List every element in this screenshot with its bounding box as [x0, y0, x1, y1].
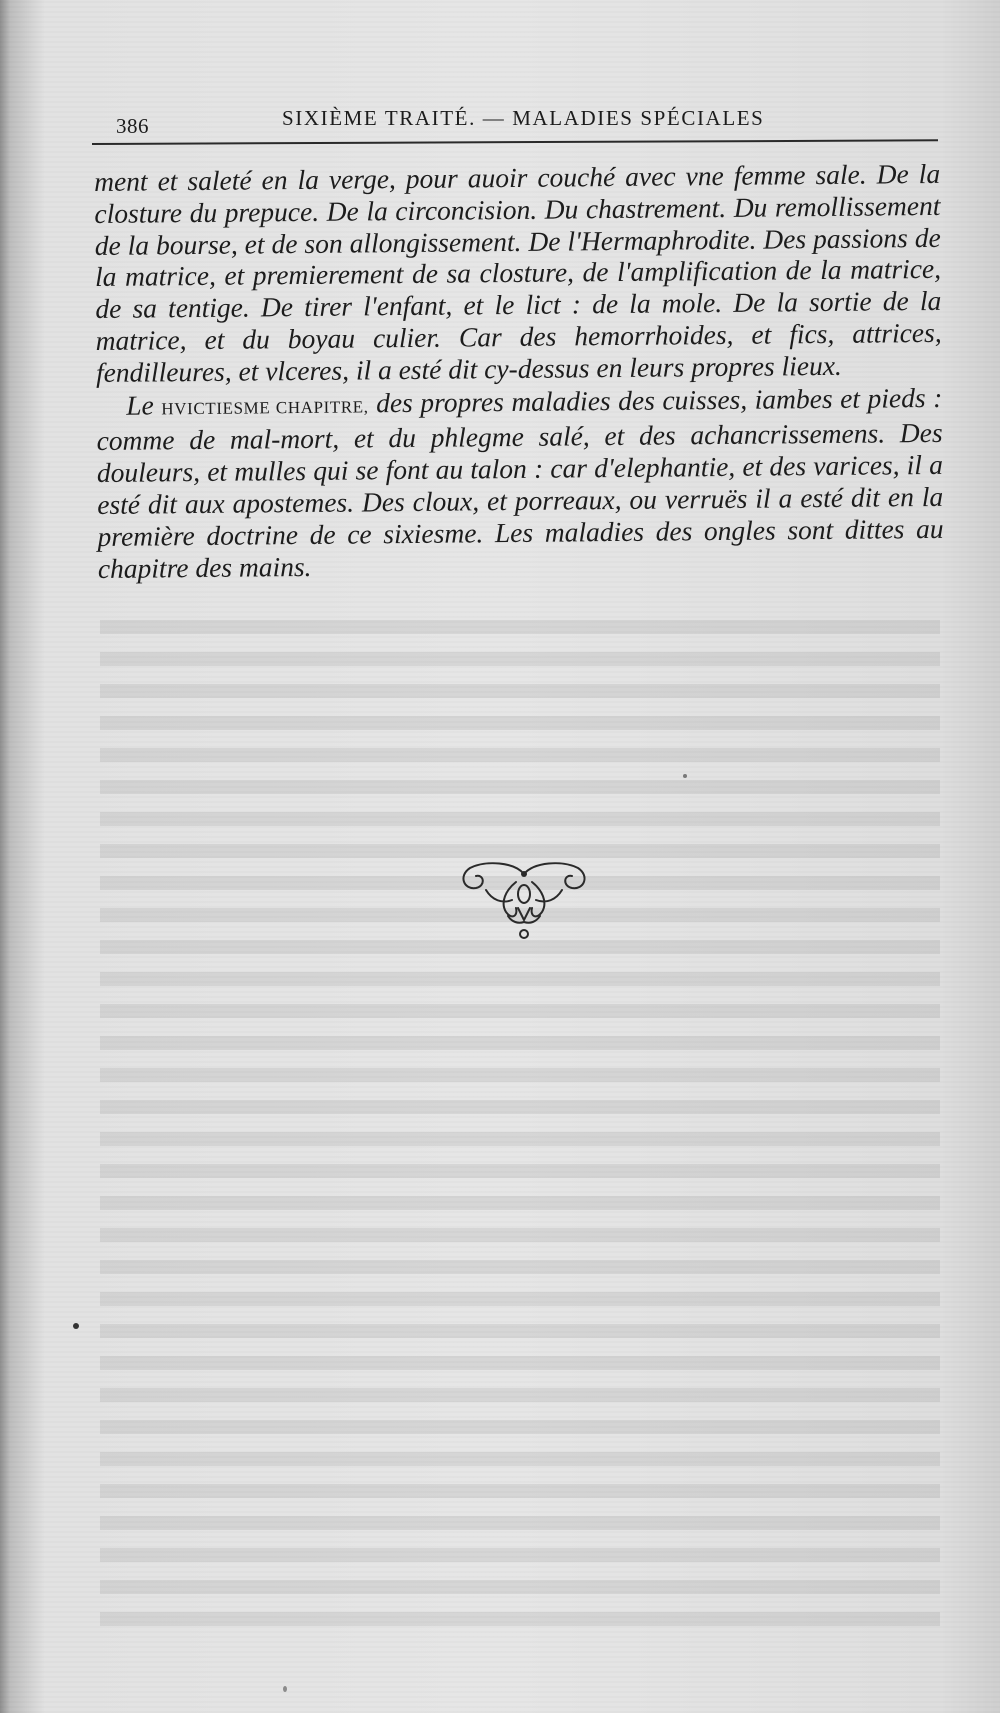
ink-speck — [283, 1686, 287, 1692]
page-number: 386 — [116, 114, 149, 138]
ink-speck — [73, 1323, 79, 1329]
bleed-through-shadow — [100, 620, 940, 1640]
ink-speck — [683, 774, 687, 778]
paragraph-1: ment et saleté en la verge, pour auoir couché avec vne femme sale. De la closture du prepuce. De la circoncision. Du chastrement. Du remollissement de la bourse, et de son allongissement. De l'Hermaphrodite. Des passions de la matrice, et premierement de sa closture, de l'amplification de la matrice, de sa tentige. De tirer l'enfant, et le lict : de la mole. De la sortie de la matrice, et du boyau culier. Car des hemorrhoides, et fics, attrices, fendilleures, et vlceres, il a esté dit cy-dessus en leurs propres lieux. — [94, 157, 942, 388]
chapter-heading-smallcaps: HVICTIESME CHAPITRE, — [161, 396, 369, 418]
page-header — [92, 96, 938, 146]
paragraph-2-lead: Le — [126, 389, 154, 421]
paragraph-2-text: des propres maladies des cuisses, iambes et pieds : comme de mal-mort, et du phlegme salé, et des achancrissemens. Des douleurs, et mulles qui se font au talon : car d'elephantie, et des varices, il a esté dit aux apostemes. Des cloux, et porreaux, ou verruës il a esté dit en la première doctrine de ce sixiesme. Les maladies des ongles sont dittes au chapitre des mains. — [96, 381, 944, 584]
paragraph-2 — [96, 381, 944, 584]
running-title: SIXIÈME TRAITÉ. — MALADIES SPÉCIALES — [282, 106, 765, 130]
fleuron-ornament-icon — [456, 860, 592, 944]
body-text — [94, 158, 944, 584]
